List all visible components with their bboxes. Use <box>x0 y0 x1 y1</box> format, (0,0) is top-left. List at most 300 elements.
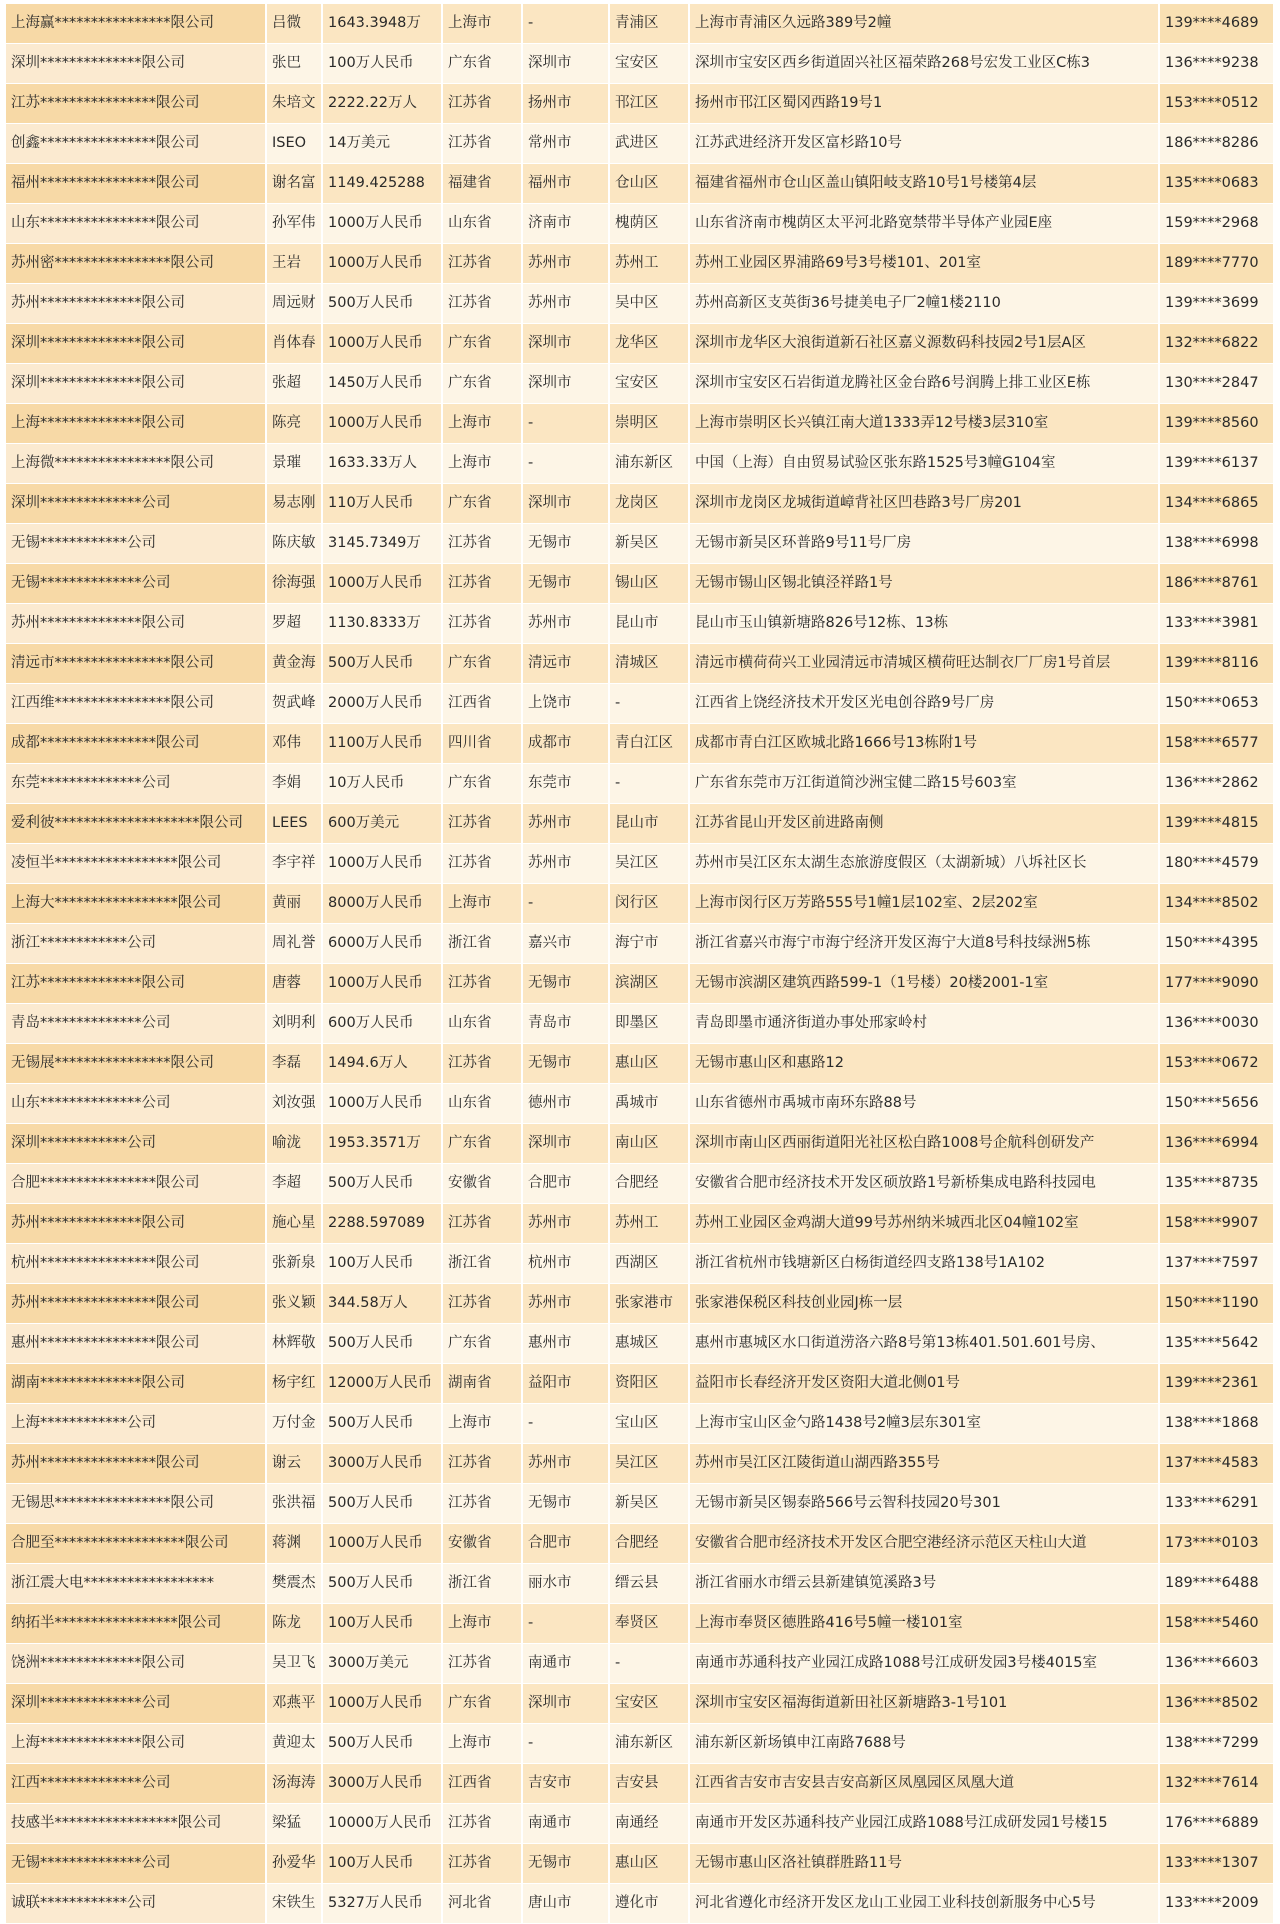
registered-capital-cell: 500万人民币 <box>322 1404 442 1444</box>
company-name-cell: 无锡**************公司 <box>6 564 266 604</box>
company-name-cell: 上海大*****************限公司 <box>6 884 266 924</box>
city-cell: 无锡市 <box>522 1484 609 1524</box>
province-cell: 江苏省 <box>442 1484 522 1524</box>
phone-cell: 150****4395 <box>1159 924 1274 964</box>
city-cell: 唐山市 <box>522 1884 609 1924</box>
phone-cell: 139****4689 <box>1159 4 1274 44</box>
address-cell: 扬州市邗江区蜀冈西路19号1 <box>689 84 1159 124</box>
city-cell: 丽水市 <box>522 1564 609 1604</box>
registered-capital-cell: 5327万人民币 <box>322 1884 442 1924</box>
registered-capital-cell: 100万人民币 <box>322 44 442 84</box>
company-name-cell: 江苏**************限公司 <box>6 964 266 1004</box>
registered-capital-cell: 1494.6万人 <box>322 1044 442 1084</box>
district-cell: 惠山区 <box>609 1044 689 1084</box>
address-cell: 广东省东莞市万江街道简沙洲宝健二路15号603室 <box>689 764 1159 804</box>
address-cell: 浙江省嘉兴市海宁市海宁经济开发区海宁大道8号科技绿洲5栋 <box>689 924 1159 964</box>
company-name-cell: 上海**************限公司 <box>6 1724 266 1764</box>
address-cell: 昆山市玉山镇新塘路826号12栋、13栋 <box>689 604 1159 644</box>
city-cell: 苏州市 <box>522 844 609 884</box>
table-row <box>6 1404 1274 1444</box>
legal-representative-cell: 李磊 <box>266 1044 322 1084</box>
district-cell: 昆山市 <box>609 604 689 644</box>
legal-representative-cell: 王岩 <box>266 244 322 284</box>
phone-cell: 132****7614 <box>1159 1764 1274 1804</box>
table-row <box>6 884 1274 924</box>
phone-cell: 158****6577 <box>1159 724 1274 764</box>
company-name-cell: 纳拓半*****************限公司 <box>6 1604 266 1644</box>
phone-cell: 176****6889 <box>1159 1804 1274 1844</box>
registered-capital-cell: 3000万人民币 <box>322 1764 442 1804</box>
table-row <box>6 284 1274 324</box>
legal-representative-cell: 吴卫飞 <box>266 1644 322 1684</box>
table-row <box>6 484 1274 524</box>
address-cell: 江西省上饶经济技术开发区光电创谷路9号厂房 <box>689 684 1159 724</box>
table-row <box>6 364 1274 404</box>
city-cell: - <box>522 884 609 924</box>
city-cell: 东莞市 <box>522 764 609 804</box>
registered-capital-cell: 1000万人民币 <box>322 1084 442 1124</box>
table-row <box>6 1844 1274 1884</box>
phone-cell: 135****8735 <box>1159 1164 1274 1204</box>
city-cell: 无锡市 <box>522 524 609 564</box>
district-cell: 合肥经 <box>609 1524 689 1564</box>
company-name-cell: 上海************公司 <box>6 1404 266 1444</box>
district-cell: 青白江区 <box>609 724 689 764</box>
company-name-cell: 苏州****************限公司 <box>6 1444 266 1484</box>
address-cell: 苏州工业园区界浦路69号3号楼101、201室 <box>689 244 1159 284</box>
registered-capital-cell: 3000万人民币 <box>322 1444 442 1484</box>
city-cell: 深圳市 <box>522 364 609 404</box>
phone-cell: 136****6603 <box>1159 1644 1274 1684</box>
company-name-cell: 创鑫****************限公司 <box>6 124 266 164</box>
city-cell: 扬州市 <box>522 84 609 124</box>
district-cell: 浦东新区 <box>609 1724 689 1764</box>
phone-cell: 134****6865 <box>1159 484 1274 524</box>
district-cell: 合肥经 <box>609 1164 689 1204</box>
city-cell: - <box>522 1404 609 1444</box>
district-cell: 闵行区 <box>609 884 689 924</box>
district-cell: 遵化市 <box>609 1884 689 1924</box>
company-name-cell: 江苏****************限公司 <box>6 84 266 124</box>
legal-representative-cell: 邓燕平 <box>266 1684 322 1724</box>
city-cell: 无锡市 <box>522 1044 609 1084</box>
district-cell: 吴江区 <box>609 1444 689 1484</box>
province-cell: 广东省 <box>442 1124 522 1164</box>
phone-cell: 180****4579 <box>1159 844 1274 884</box>
company-name-cell: 山东****************限公司 <box>6 204 266 244</box>
table-row <box>6 844 1274 884</box>
registered-capital-cell: 1000万人民币 <box>322 204 442 244</box>
phone-cell: 133****6291 <box>1159 1484 1274 1524</box>
province-cell: 广东省 <box>442 44 522 84</box>
address-cell: 南通市苏通科技产业园江成路1088号江成研发园3号楼4015室 <box>689 1644 1159 1684</box>
province-cell: 广东省 <box>442 644 522 684</box>
city-cell: 德州市 <box>522 1084 609 1124</box>
address-cell: 苏州市吴江区东太湖生态旅游度假区（太湖新城）八坼社区长 <box>689 844 1159 884</box>
district-cell: 龙岗区 <box>609 484 689 524</box>
company-name-cell: 凌恒半*****************限公司 <box>6 844 266 884</box>
province-cell: 江苏省 <box>442 804 522 844</box>
address-cell: 深圳市龙华区大浪街道新石社区嘉义源数码科技园2号1层A区 <box>689 324 1159 364</box>
province-cell: 江苏省 <box>442 1044 522 1084</box>
company-name-cell: 饶洲**************限公司 <box>6 1644 266 1684</box>
address-cell: 深圳市宝安区石岩街道龙腾社区金台路6号润腾上排工业区E栋 <box>689 364 1159 404</box>
legal-representative-cell: 陈龙 <box>266 1604 322 1644</box>
province-cell: 江苏省 <box>442 1644 522 1684</box>
legal-representative-cell: 肖体春 <box>266 324 322 364</box>
company-name-cell: 湖南**************限公司 <box>6 1364 266 1404</box>
registered-capital-cell: 500万人民币 <box>322 1564 442 1604</box>
table-row <box>6 604 1274 644</box>
legal-representative-cell: 谢名富 <box>266 164 322 204</box>
province-cell: 上海市 <box>442 1724 522 1764</box>
province-cell: 山东省 <box>442 204 522 244</box>
legal-representative-cell: 梁猛 <box>266 1804 322 1844</box>
legal-representative-cell: 罗超 <box>266 604 322 644</box>
city-cell: 无锡市 <box>522 1844 609 1884</box>
registered-capital-cell: 3145.7349万 <box>322 524 442 564</box>
company-name-cell: 无锡展****************限公司 <box>6 1044 266 1084</box>
address-cell: 上海市宝山区金勺路1438号2幢3层东301室 <box>689 1404 1159 1444</box>
table-row <box>6 564 1274 604</box>
phone-cell: 136****0030 <box>1159 1004 1274 1044</box>
table-row <box>6 4 1274 44</box>
legal-representative-cell: 吕微 <box>266 4 322 44</box>
address-cell: 无锡市滨湖区建筑西路599-1（1号楼）20楼2001-1室 <box>689 964 1159 1004</box>
district-cell: 新吴区 <box>609 1484 689 1524</box>
company-name-cell: 诚联************公司 <box>6 1884 266 1924</box>
phone-cell: 150****0653 <box>1159 684 1274 724</box>
table-row <box>6 524 1274 564</box>
legal-representative-cell: LEES <box>266 804 322 844</box>
registered-capital-cell: 6000万人民币 <box>322 924 442 964</box>
phone-cell: 177****9090 <box>1159 964 1274 1004</box>
registered-capital-cell: 12000万人民币 <box>322 1364 442 1404</box>
legal-representative-cell: 周远财 <box>266 284 322 324</box>
address-cell: 江苏武进经济开发区富杉路10号 <box>689 124 1159 164</box>
registered-capital-cell: 1000万人民币 <box>322 564 442 604</box>
table-row <box>6 804 1274 844</box>
district-cell: 宝山区 <box>609 1404 689 1444</box>
table-row <box>6 444 1274 484</box>
province-cell: 江苏省 <box>442 524 522 564</box>
registered-capital-cell: 1130.8333万 <box>322 604 442 644</box>
city-cell: 嘉兴市 <box>522 924 609 964</box>
province-cell: 江苏省 <box>442 1284 522 1324</box>
district-cell: 缙云县 <box>609 1564 689 1604</box>
district-cell: 邗江区 <box>609 84 689 124</box>
province-cell: 上海市 <box>442 404 522 444</box>
registered-capital-cell: 1633.33万人 <box>322 444 442 484</box>
address-cell: 深圳市宝安区西乡街道固兴社区福荣路268号宏发工业区C栋3 <box>689 44 1159 84</box>
address-cell: 清远市横荷荷兴工业园清远市清城区横荷旺达制衣厂厂房1号首层 <box>689 644 1159 684</box>
phone-cell: 139****3699 <box>1159 284 1274 324</box>
province-cell: 广东省 <box>442 324 522 364</box>
table-row <box>6 84 1274 124</box>
legal-representative-cell: 张洪福 <box>266 1484 322 1524</box>
phone-cell: 138****6998 <box>1159 524 1274 564</box>
legal-representative-cell: 张新泉 <box>266 1244 322 1284</box>
city-cell: 常州市 <box>522 124 609 164</box>
legal-representative-cell: 蒋渊 <box>266 1524 322 1564</box>
province-cell: 浙江省 <box>442 924 522 964</box>
district-cell: 吴中区 <box>609 284 689 324</box>
district-cell: 吴江区 <box>609 844 689 884</box>
registered-capital-cell: 500万人民币 <box>322 1324 442 1364</box>
address-cell: 惠州市惠城区水口街道涝洛六路8号第13栋401.501.601号房、 <box>689 1324 1159 1364</box>
registered-capital-cell: 344.58万人 <box>322 1284 442 1324</box>
district-cell: 吉安县 <box>609 1764 689 1804</box>
city-cell: 福州市 <box>522 164 609 204</box>
table-row <box>6 1804 1274 1844</box>
legal-representative-cell: 黄丽 <box>266 884 322 924</box>
address-cell: 深圳市南山区西丽街道阳光社区松白路1008号企航科创研发产 <box>689 1124 1159 1164</box>
address-cell: 苏州工业园区金鸡湖大道99号苏州纳米城西北区04幢102室 <box>689 1204 1159 1244</box>
district-cell: 武进区 <box>609 124 689 164</box>
legal-representative-cell: 张超 <box>266 364 322 404</box>
district-cell: - <box>609 684 689 724</box>
registered-capital-cell: 3000万美元 <box>322 1644 442 1684</box>
legal-representative-cell: 樊震杰 <box>266 1564 322 1604</box>
address-cell: 苏州高新区支英街36号捷美电子厂2幢1楼2110 <box>689 284 1159 324</box>
table-row <box>6 1004 1274 1044</box>
district-cell: 惠山区 <box>609 1844 689 1884</box>
table-row <box>6 1324 1274 1364</box>
address-cell: 青岛即墨市通济街道办事处邢家岭村 <box>689 1004 1159 1044</box>
phone-cell: 173****0103 <box>1159 1524 1274 1564</box>
table-row <box>6 1524 1274 1564</box>
legal-representative-cell: 周礼誉 <box>266 924 322 964</box>
province-cell: 江苏省 <box>442 844 522 884</box>
phone-cell: 186****8286 <box>1159 124 1274 164</box>
registered-capital-cell: 500万人民币 <box>322 1164 442 1204</box>
city-cell: 苏州市 <box>522 1204 609 1244</box>
table-row <box>6 1084 1274 1124</box>
registered-capital-cell: 8000万人民币 <box>322 884 442 924</box>
district-cell: 苏州工 <box>609 244 689 284</box>
registered-capital-cell: 2000万人民币 <box>322 684 442 724</box>
company-name-cell: 合肥至******************限公司 <box>6 1524 266 1564</box>
province-cell: 安徽省 <box>442 1164 522 1204</box>
province-cell: 江苏省 <box>442 124 522 164</box>
company-name-cell: 深圳************公司 <box>6 1124 266 1164</box>
province-cell: 江苏省 <box>442 604 522 644</box>
company-name-cell: 惠州****************限公司 <box>6 1324 266 1364</box>
table-row <box>6 1444 1274 1484</box>
phone-cell: 137****7597 <box>1159 1244 1274 1284</box>
address-cell: 江苏省昆山开发区前进路南侧 <box>689 804 1159 844</box>
city-cell: 上饶市 <box>522 684 609 724</box>
table-row <box>6 1484 1274 1524</box>
company-name-cell: 东莞**************公司 <box>6 764 266 804</box>
phone-cell: 137****4583 <box>1159 1444 1274 1484</box>
district-cell: 浦东新区 <box>609 444 689 484</box>
legal-representative-cell: 刘明利 <box>266 1004 322 1044</box>
province-cell: 山东省 <box>442 1004 522 1044</box>
province-cell: 福建省 <box>442 164 522 204</box>
phone-cell: 189****7770 <box>1159 244 1274 284</box>
legal-representative-cell: 林辉敬 <box>266 1324 322 1364</box>
city-cell: 南通市 <box>522 1804 609 1844</box>
legal-representative-cell: 陈庆敏 <box>266 524 322 564</box>
company-name-cell: 青岛**************公司 <box>6 1004 266 1044</box>
phone-cell: 159****2968 <box>1159 204 1274 244</box>
table-row <box>6 1764 1274 1804</box>
address-cell: 上海市崇明区长兴镇江南大道1333弄12号楼3层310室 <box>689 404 1159 444</box>
city-cell: 苏州市 <box>522 284 609 324</box>
company-name-cell: 福州****************限公司 <box>6 164 266 204</box>
district-cell: 海宁市 <box>609 924 689 964</box>
city-cell: 深圳市 <box>522 484 609 524</box>
registered-capital-cell: 100万人民币 <box>322 1604 442 1644</box>
table-row <box>6 1884 1274 1924</box>
registered-capital-cell: 1149.425288 <box>322 164 442 204</box>
district-cell: - <box>609 764 689 804</box>
province-cell: 江苏省 <box>442 1204 522 1244</box>
table-row <box>6 164 1274 204</box>
company-name-cell: 无锡**************公司 <box>6 1844 266 1884</box>
province-cell: 江苏省 <box>442 964 522 1004</box>
phone-cell: 186****8761 <box>1159 564 1274 604</box>
legal-representative-cell: 宋铁生 <box>266 1884 322 1924</box>
legal-representative-cell: 黄金海 <box>266 644 322 684</box>
address-cell: 张家港保税区科技创业园J栋一层 <box>689 1284 1159 1324</box>
city-cell: 益阳市 <box>522 1364 609 1404</box>
registered-capital-cell: 1000万人民币 <box>322 844 442 884</box>
address-cell: 中国（上海）自由贸易试验区张东路1525号3幢G104室 <box>689 444 1159 484</box>
address-cell: 安徽省合肥市经济技术开发区合肥空港经济示范区天柱山大道 <box>689 1524 1159 1564</box>
table-row <box>6 964 1274 1004</box>
legal-representative-cell: 陈亮 <box>266 404 322 444</box>
registered-capital-cell: 110万人民币 <box>322 484 442 524</box>
province-cell: 广东省 <box>442 364 522 404</box>
province-cell: 江西省 <box>442 684 522 724</box>
province-cell: 江苏省 <box>442 284 522 324</box>
registered-capital-cell: 1000万人民币 <box>322 964 442 1004</box>
registered-capital-cell: 500万人民币 <box>322 1484 442 1524</box>
province-cell: 广东省 <box>442 1684 522 1724</box>
company-name-cell: 爱利彼********************限公司 <box>6 804 266 844</box>
address-cell: 深圳市龙岗区龙城街道嶂背社区凹巷路3号厂房201 <box>689 484 1159 524</box>
address-cell: 成都市青白江区欧城北路1666号13栋附1号 <box>689 724 1159 764</box>
phone-cell: 136****6994 <box>1159 1124 1274 1164</box>
company-name-cell: 苏州****************限公司 <box>6 1284 266 1324</box>
registered-capital-cell: 1100万人民币 <box>322 724 442 764</box>
registered-capital-cell: 1450万人民币 <box>322 364 442 404</box>
table-row <box>6 404 1274 444</box>
table-row <box>6 1604 1274 1644</box>
legal-representative-cell: 张巴 <box>266 44 322 84</box>
province-cell: 上海市 <box>442 444 522 484</box>
city-cell: 无锡市 <box>522 964 609 1004</box>
registered-capital-cell: 10000万人民币 <box>322 1804 442 1844</box>
registered-capital-cell: 1000万人民币 <box>322 404 442 444</box>
phone-cell: 130****2847 <box>1159 364 1274 404</box>
company-name-cell: 合肥****************限公司 <box>6 1164 266 1204</box>
company-name-cell: 深圳**************限公司 <box>6 364 266 404</box>
legal-representative-cell: 黄迎太 <box>266 1724 322 1764</box>
table-row <box>6 244 1274 284</box>
phone-cell: 138****7299 <box>1159 1724 1274 1764</box>
company-name-cell: 苏州**************限公司 <box>6 284 266 324</box>
district-cell: 滨湖区 <box>609 964 689 1004</box>
city-cell: 济南市 <box>522 204 609 244</box>
province-cell: 江苏省 <box>442 1444 522 1484</box>
district-cell: 锡山区 <box>609 564 689 604</box>
company-name-cell: 苏州**************限公司 <box>6 604 266 644</box>
registered-capital-cell: 1953.3571万 <box>322 1124 442 1164</box>
city-cell: 青岛市 <box>522 1004 609 1044</box>
address-cell: 苏州市吴江区江陵街道山湖西路355号 <box>689 1444 1159 1484</box>
table-row <box>6 1644 1274 1684</box>
address-cell: 浦东新区新场镇申江南路7688号 <box>689 1724 1159 1764</box>
district-cell: 张家港市 <box>609 1284 689 1324</box>
address-cell: 深圳市宝安区福海街道新田社区新塘路3-1号101 <box>689 1684 1159 1724</box>
legal-representative-cell: 刘汝强 <box>266 1084 322 1124</box>
legal-representative-cell: 杨宇红 <box>266 1364 322 1404</box>
registered-capital-cell: 1643.3948万 <box>322 4 442 44</box>
district-cell: 槐荫区 <box>609 204 689 244</box>
legal-representative-cell: 朱培文 <box>266 84 322 124</box>
registered-capital-cell: 600万美元 <box>322 804 442 844</box>
province-cell: 广东省 <box>442 484 522 524</box>
province-cell: 湖南省 <box>442 1364 522 1404</box>
city-cell: 苏州市 <box>522 244 609 284</box>
company-name-cell: 无锡思****************限公司 <box>6 1484 266 1524</box>
table-row <box>6 1684 1274 1724</box>
company-records-table <box>6 4 1275 1924</box>
province-cell: 江苏省 <box>442 244 522 284</box>
province-cell: 安徽省 <box>442 1524 522 1564</box>
company-name-cell: 上海赢****************限公司 <box>6 4 266 44</box>
address-cell: 上海市奉贤区德胜路416号5幢一楼101室 <box>689 1604 1159 1644</box>
city-cell: 深圳市 <box>522 44 609 84</box>
legal-representative-cell: 孙爱华 <box>266 1844 322 1884</box>
table-row <box>6 1204 1274 1244</box>
phone-cell: 136****2862 <box>1159 764 1274 804</box>
address-cell: 上海市青浦区久远路389号2幢 <box>689 4 1159 44</box>
phone-cell: 158****5460 <box>1159 1604 1274 1644</box>
province-cell: 浙江省 <box>442 1244 522 1284</box>
city-cell: 惠州市 <box>522 1324 609 1364</box>
city-cell: - <box>522 1604 609 1644</box>
province-cell: 上海市 <box>442 884 522 924</box>
phone-cell: 153****0672 <box>1159 1044 1274 1084</box>
legal-representative-cell: 贺武峰 <box>266 684 322 724</box>
district-cell: 即墨区 <box>609 1004 689 1044</box>
legal-representative-cell: 李超 <box>266 1164 322 1204</box>
phone-cell: 139****2361 <box>1159 1364 1274 1404</box>
phone-cell: 138****1868 <box>1159 1404 1274 1444</box>
registered-capital-cell: 1000万人民币 <box>322 244 442 284</box>
phone-cell: 135****5642 <box>1159 1324 1274 1364</box>
company-name-cell: 苏州**************限公司 <box>6 1204 266 1244</box>
district-cell: - <box>609 1644 689 1684</box>
district-cell: 昆山市 <box>609 804 689 844</box>
legal-representative-cell: 唐蓉 <box>266 964 322 1004</box>
address-cell: 江西省吉安市吉安县吉安高新区凤凰园区凤凰大道 <box>689 1764 1159 1804</box>
table-row <box>6 764 1274 804</box>
company-name-cell: 杭州****************限公司 <box>6 1244 266 1284</box>
legal-representative-cell: 李宇祥 <box>266 844 322 884</box>
province-cell: 广东省 <box>442 1324 522 1364</box>
province-cell: 江苏省 <box>442 84 522 124</box>
address-cell: 河北省遵化市经济开发区龙山工业园工业科技创新服务中心5号 <box>689 1884 1159 1924</box>
city-cell: 成都市 <box>522 724 609 764</box>
phone-cell: 158****9907 <box>1159 1204 1274 1244</box>
phone-cell: 133****3981 <box>1159 604 1274 644</box>
province-cell: 江苏省 <box>442 1844 522 1884</box>
